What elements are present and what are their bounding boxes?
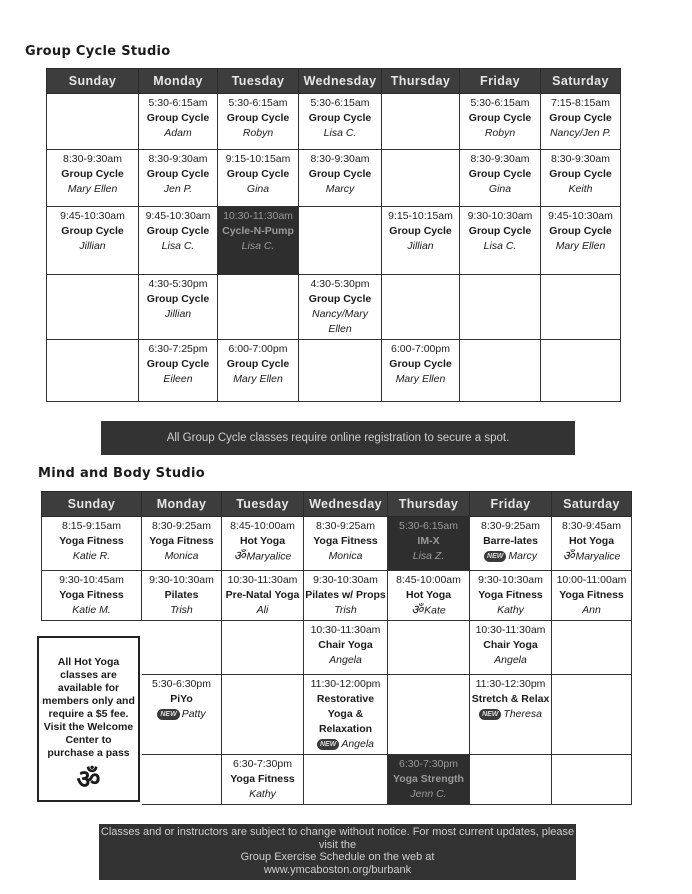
class-cell <box>304 621 388 675</box>
table-row <box>47 340 621 402</box>
class-name: Group Cycle <box>468 225 532 237</box>
instructor <box>140 239 216 254</box>
instructor <box>553 549 630 564</box>
class-time: 10:30-11:30am <box>475 624 546 637</box>
class-name: Hot Yoga <box>239 535 286 547</box>
empty-cell <box>552 755 632 805</box>
class-time: 8:30-9:30am <box>63 153 122 165</box>
instructor-name: Eileen <box>163 373 193 385</box>
class-time: 9:45-10:30am <box>60 210 125 222</box>
class-name: Chair Yoga <box>318 639 373 652</box>
day-header-sunday: Sunday <box>47 69 139 94</box>
instructor-name: Marcy <box>325 183 355 195</box>
class-cell <box>299 150 382 207</box>
class-name: Group Cycle <box>61 168 124 180</box>
instructor <box>542 182 619 197</box>
day-header-tuesday: Tuesday <box>222 492 304 517</box>
instructor <box>300 182 380 197</box>
class-cell <box>299 275 382 340</box>
instructor <box>223 787 302 802</box>
class-cell <box>218 150 299 207</box>
class-time: 8:30-9:30am <box>148 153 208 165</box>
instructor <box>471 549 550 564</box>
class-time: 8:15-9:15am <box>62 520 121 532</box>
class-cell <box>541 207 621 275</box>
instructor <box>219 182 297 197</box>
class-name: Yoga Fitness <box>230 773 295 786</box>
instructor-name: Gina <box>246 183 270 195</box>
footer-website-link[interactable]: www.ymcaboston.org/burbank <box>263 863 412 876</box>
instructor-name: Monica <box>164 550 199 562</box>
instructor <box>140 307 216 322</box>
class-cell <box>382 340 460 402</box>
instructor-name: Maryalice <box>575 550 621 563</box>
instructor-name: Kate <box>424 604 446 617</box>
class-name: Chair Yoga <box>483 639 538 652</box>
class-time: 5:30-6:30pm <box>152 678 211 691</box>
class-cell <box>222 755 304 805</box>
table-row <box>47 94 621 150</box>
class-name: Group Cycle <box>146 358 210 370</box>
day-header-thursday: Thursday <box>388 492 470 517</box>
class-time: 5:30-6:15am <box>228 97 288 109</box>
empty-cell <box>222 621 304 675</box>
instructor-name: Kathy <box>249 788 276 801</box>
instructor-name: Angela <box>329 654 362 667</box>
class-cell <box>42 571 142 621</box>
table-row <box>47 275 621 340</box>
class-name: Group Cycle <box>308 112 372 124</box>
empty-cell <box>47 275 139 340</box>
class-name: IM-X <box>417 535 440 547</box>
table-row <box>42 571 632 621</box>
instructor-name: Adam <box>164 127 192 139</box>
instructor <box>48 182 137 197</box>
table-row <box>47 150 621 207</box>
class-cell <box>470 571 552 621</box>
instructor <box>300 126 380 141</box>
class-cell <box>460 150 541 207</box>
instructor <box>143 707 220 722</box>
empty-cell <box>552 675 632 755</box>
class-name: Yoga Fitness <box>313 535 378 547</box>
class-time: 9:30-10:30am <box>313 574 378 586</box>
class-name: PiYo <box>170 693 193 706</box>
instructor <box>219 126 297 141</box>
class-name: Group Cycle <box>146 225 210 237</box>
instructor-name: Lisa Z. <box>412 550 445 562</box>
new-badge: NEW <box>479 709 501 720</box>
class-cell <box>388 517 470 571</box>
instructor <box>305 653 386 668</box>
om-icon: ॐ <box>562 549 575 564</box>
empty-cell <box>382 150 460 207</box>
class-time: 9:30-10:30am <box>149 574 214 586</box>
empty-cell <box>47 340 139 402</box>
instructor-name: Maryalice <box>246 550 292 563</box>
instructor <box>383 372 458 387</box>
instructor <box>389 603 468 618</box>
instructor-name: Nancy/Mary Ellen <box>311 308 368 335</box>
om-icon: ॐ <box>233 549 246 564</box>
class-cell <box>218 94 299 150</box>
class-cell <box>552 517 632 571</box>
class-name: Yoga Fitness <box>59 535 124 547</box>
class-time: 8:45-10:00am <box>396 574 461 586</box>
instructor <box>219 239 297 254</box>
class-cell <box>541 94 621 150</box>
instructor-name: Kathy <box>497 604 524 616</box>
class-name: Hot Yoga <box>405 589 452 601</box>
class-cell <box>139 150 218 207</box>
instructor-name: Keith <box>568 183 593 195</box>
class-time: 10:30-11:30am <box>223 210 293 222</box>
class-time: 10:30-11:30am <box>310 624 381 637</box>
class-time: 8:30-9:30am <box>551 153 610 165</box>
instructor <box>43 549 140 564</box>
class-time: 4:30-5:30pm <box>148 278 208 290</box>
class-cell <box>382 207 460 275</box>
cycle-studio-title: Group Cycle Studio <box>25 44 171 59</box>
class-time: 9:15-10:15am <box>388 210 453 222</box>
empty-cell <box>541 275 621 340</box>
class-name: Barre-lates <box>483 535 538 547</box>
instructor-name: Monica <box>328 550 363 562</box>
class-time: 5:30-6:15am <box>310 97 370 109</box>
class-time: 9:30-10:30am <box>478 574 543 586</box>
instructor <box>471 603 550 618</box>
instructor-name: Mary Ellen <box>555 240 606 252</box>
instructor-name: Lisa C. <box>241 240 275 252</box>
class-time: 8:30-9:30am <box>470 153 530 165</box>
instructor-name: Trish <box>170 604 193 616</box>
class-name: Yoga Fitness <box>149 535 214 547</box>
instructor-name: Mary Ellen <box>67 183 118 195</box>
class-name: Group Cycle <box>146 168 210 180</box>
class-time: 8:30-9:25am <box>481 520 540 532</box>
instructor-name: Jillian <box>407 240 434 252</box>
class-name: Group Cycle <box>308 168 372 180</box>
footer-line-2: Group Exercise Schedule on the web at <box>240 851 435 863</box>
class-time: 10:30-11:30am <box>227 574 298 586</box>
empty-cell <box>382 275 460 340</box>
day-header-thursday: Thursday <box>382 69 460 94</box>
instructor-name: Robyn <box>242 127 274 139</box>
class-name: Yoga Fitness <box>59 589 124 601</box>
class-cell <box>218 340 299 402</box>
footer-line-1: Classes and or instructors are subject to change without notice. For most current updates, please visit the <box>100 826 575 851</box>
empty-cell <box>388 675 470 755</box>
instructor <box>305 603 386 618</box>
class-cell <box>139 275 218 340</box>
instructor <box>471 653 550 668</box>
class-name: Group Cycle <box>226 168 290 180</box>
instructor <box>305 549 386 564</box>
class-time: 8:30-9:25am <box>152 520 211 532</box>
instructor <box>461 239 539 254</box>
class-time: 7:15-8:15am <box>551 97 610 109</box>
empty-cell <box>460 275 541 340</box>
hot-yoga-note-text: All Hot Yoga classes are available for members only and require a $5 fee. Visit the Welcome Center to purchase a pass <box>42 656 135 759</box>
instructor-name: Katie R. <box>72 550 111 562</box>
class-cell <box>304 571 388 621</box>
class-time: 6:30-7:30pm <box>399 758 458 771</box>
instructor <box>461 182 539 197</box>
class-name: Yoga Fitness <box>559 589 624 601</box>
footer-notice-banner <box>99 824 576 880</box>
instructor <box>48 239 137 254</box>
class-name: Group Cycle <box>389 358 452 370</box>
new-badge: NEW <box>484 551 506 562</box>
day-header-wednesday: Wednesday <box>304 492 388 517</box>
instructor-name: Nancy/Jen P. <box>549 127 612 139</box>
instructor <box>389 549 468 564</box>
instructor-name: Katie M. <box>72 604 111 616</box>
empty-cell <box>552 621 632 675</box>
class-name: Group Cycle <box>468 112 532 124</box>
instructor-name: Mary Ellen <box>233 373 283 385</box>
instructor-name: Ann <box>582 604 601 616</box>
instructor-name: Jen P. <box>163 183 193 195</box>
day-header-monday: Monday <box>142 492 222 517</box>
instructor <box>143 603 220 618</box>
class-cell <box>388 571 470 621</box>
class-time: 4:30-5:30pm <box>310 278 370 290</box>
instructor-name: Lisa C. <box>483 240 517 252</box>
class-name: Group Cycle <box>549 168 612 180</box>
instructor <box>553 603 630 618</box>
instructor-name: Angela <box>341 738 375 751</box>
class-name: Group Cycle <box>146 293 210 305</box>
class-time: 5:30-6:15am <box>470 97 530 109</box>
instructor-name: Lisa C. <box>323 127 357 139</box>
class-name: Yoga Strength <box>393 773 464 786</box>
class-cell <box>139 340 218 402</box>
class-time: 8:30-9:30am <box>310 153 370 165</box>
hot-yoga-note <box>37 636 140 802</box>
day-header-saturday: Saturday <box>552 492 632 517</box>
day-header-wednesday: Wednesday <box>299 69 382 94</box>
class-cell <box>139 207 218 275</box>
om-icon: ॐ <box>411 603 424 618</box>
class-cell <box>222 517 304 571</box>
instructor-name: Ali <box>256 604 269 616</box>
class-name: Group Cycle <box>146 112 210 124</box>
empty-cell <box>47 94 139 150</box>
empty-cell <box>304 755 388 805</box>
empty-cell <box>142 621 222 675</box>
class-cell <box>304 517 388 571</box>
empty-cell <box>382 94 460 150</box>
instructor-name: Jillian <box>79 240 106 252</box>
instructor-name: Lisa C. <box>161 240 195 252</box>
class-time: 9:30-10:30am <box>467 210 533 222</box>
class-name: Group Cycle <box>61 225 124 237</box>
empty-cell <box>460 340 541 402</box>
day-header-tuesday: Tuesday <box>218 69 299 94</box>
class-name: Restorative Yoga & Relaxation <box>316 693 375 736</box>
class-name: Group Cycle <box>226 358 290 370</box>
day-header-saturday: Saturday <box>541 69 621 94</box>
class-time: 11:30-12:30pm <box>475 678 546 691</box>
instructor <box>542 239 619 254</box>
class-cell <box>470 675 552 755</box>
empty-cell <box>142 755 222 805</box>
instructor-name: Jillian <box>164 308 192 320</box>
class-cell <box>470 517 552 571</box>
class-time: 9:45-10:30am <box>145 210 211 222</box>
class-name: Group Cycle <box>308 293 372 305</box>
empty-cell <box>299 207 382 275</box>
mind-body-studio-title: Mind and Body Studio <box>38 466 206 481</box>
class-name: Hot Yoga <box>568 535 615 547</box>
class-time: 6:00-7:00pm <box>391 343 450 355</box>
empty-cell <box>218 275 299 340</box>
class-name: Stretch & Relax <box>471 693 550 706</box>
table-row <box>42 517 632 571</box>
class-cell <box>222 571 304 621</box>
class-cell <box>552 571 632 621</box>
class-cell <box>460 94 541 150</box>
class-time: 5:30-6:15am <box>148 97 208 109</box>
instructor <box>143 549 220 564</box>
class-name: Cycle-N-Pump <box>222 225 294 237</box>
instructor-name: Marcy <box>508 550 537 562</box>
class-cell <box>541 150 621 207</box>
class-cell <box>47 150 139 207</box>
class-name: Yoga Fitness <box>478 589 543 601</box>
day-header-friday: Friday <box>470 492 552 517</box>
instructor-name: Robyn <box>484 127 516 139</box>
empty-cell <box>299 340 382 402</box>
class-cell <box>142 675 222 755</box>
instructor <box>223 603 302 618</box>
day-header-friday: Friday <box>460 69 541 94</box>
class-name: Group Cycle <box>226 112 290 124</box>
instructor <box>389 787 468 802</box>
class-cell <box>388 755 470 805</box>
instructor-name: Gina <box>488 183 512 195</box>
class-time: 5:30-6:15am <box>399 520 458 532</box>
instructor <box>223 549 302 564</box>
class-cell <box>470 621 552 675</box>
instructor <box>140 126 216 141</box>
day-header-monday: Monday <box>139 69 218 94</box>
class-time: 8:45-10:00am <box>230 520 295 532</box>
new-badge: NEW <box>157 709 179 720</box>
class-name: Pre-Natal Yoga <box>225 589 300 601</box>
class-cell <box>142 517 222 571</box>
class-time: 9:45-10:30am <box>548 210 613 222</box>
instructor <box>219 372 297 387</box>
class-name: Pilates <box>164 589 199 601</box>
instructor <box>140 372 216 387</box>
class-cell <box>299 94 382 150</box>
empty-cell <box>222 675 304 755</box>
class-time: 6:30-7:30pm <box>233 758 292 771</box>
om-icon: ॐ <box>76 765 101 795</box>
class-name: Group Cycle <box>468 168 532 180</box>
class-time: 11:30-12:00pm <box>310 678 381 691</box>
instructor <box>43 603 140 618</box>
empty-cell <box>470 755 552 805</box>
new-badge: NEW <box>317 739 339 750</box>
instructor-name: Theresa <box>503 708 542 721</box>
empty-cell <box>388 621 470 675</box>
class-time: 10:00-11:00am <box>556 574 627 586</box>
class-name: Group Cycle <box>549 225 612 237</box>
cycle-registration-banner: All Group Cycle classes require online registration to secure a spot. <box>101 421 575 455</box>
class-cell <box>218 207 299 275</box>
class-time: 9:15-10:15am <box>225 153 291 165</box>
class-cell <box>304 675 388 755</box>
table-row <box>47 207 621 275</box>
class-time: 8:30-9:45am <box>562 520 621 532</box>
instructor-name: Trish <box>334 604 357 616</box>
instructor-name: Angela <box>494 654 527 667</box>
class-name: Group Cycle <box>389 225 452 237</box>
instructor-name: Jenn C. <box>410 788 447 801</box>
class-cell <box>139 94 218 150</box>
instructor-name: Patty <box>181 708 206 721</box>
instructor <box>140 182 216 197</box>
day-header-sunday: Sunday <box>42 492 142 517</box>
class-cell <box>42 517 142 571</box>
instructor <box>542 126 619 141</box>
cycle-schedule-table <box>46 68 621 402</box>
class-cell <box>47 207 139 275</box>
class-name: Pilates w/ Props <box>305 589 386 601</box>
class-cell <box>460 207 541 275</box>
class-cell <box>142 571 222 621</box>
class-name: Group Cycle <box>549 112 612 124</box>
class-time: 9:30-10:45am <box>59 574 124 586</box>
instructor <box>300 307 380 337</box>
instructor-name: Mary Ellen <box>395 373 446 385</box>
instructor <box>471 707 550 722</box>
class-time: 6:00-7:00pm <box>228 343 288 355</box>
empty-cell <box>541 340 621 402</box>
instructor <box>461 126 539 141</box>
class-time: 8:30-9:25am <box>316 520 375 532</box>
class-time: 6:30-7:25pm <box>148 343 208 355</box>
instructor <box>305 737 386 752</box>
instructor <box>383 239 458 254</box>
